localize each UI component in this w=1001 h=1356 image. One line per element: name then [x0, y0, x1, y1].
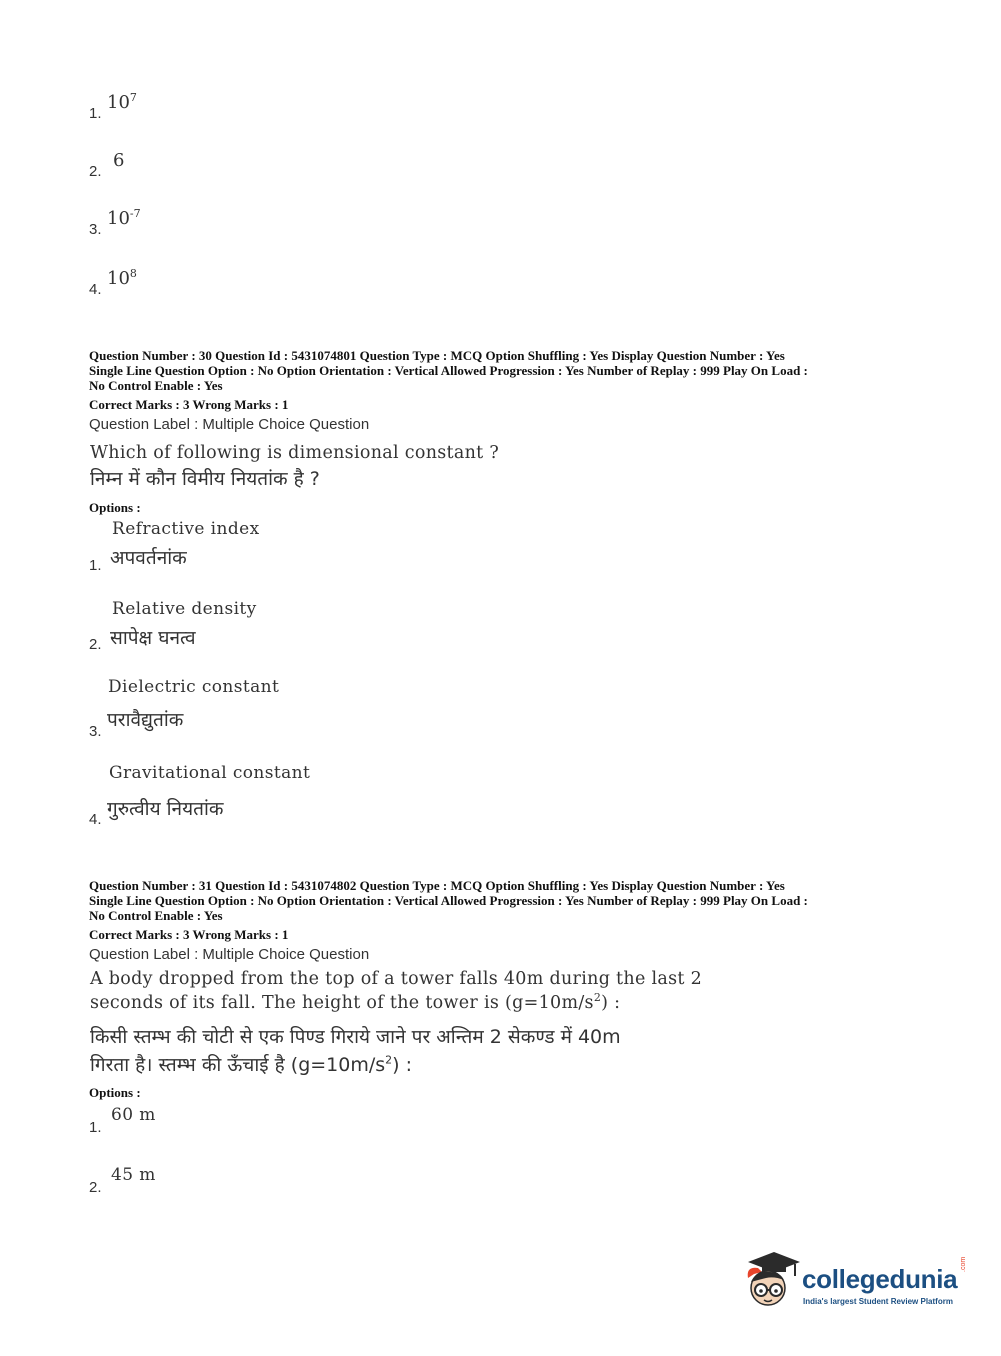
prev-option-2-base: 6	[113, 150, 125, 171]
q30-option-4-hindi: गुरुत्वीय नियतांक	[107, 798, 224, 820]
q31-label: Question Label : Multiple Choice Question	[89, 946, 370, 963]
q30-options-heading: Options :	[89, 500, 141, 515]
q30-text-english: Which of following is dimensional constant ?	[90, 443, 500, 463]
mascot-icon	[740, 1248, 800, 1314]
prev-option-4-exp: 8	[129, 267, 137, 280]
q31-meta-line-3: No Control Enable : Yes	[89, 908, 223, 923]
prev-option-2-value[interactable]	[113, 150, 124, 171]
q30-option-2-english: Relative density	[112, 599, 257, 619]
brand-name	[802, 1264, 957, 1295]
prev-option-1-base: 10	[107, 92, 130, 113]
q30-option-1-english: Refractive index	[112, 519, 260, 539]
q31-text-hindi-line-2-main: गिरता है। स्तम्भ की ऊँचाई है (g=10m/s	[90, 1054, 386, 1076]
prev-option-4-number: 4.	[89, 281, 102, 298]
prev-option-1-number: 1.	[89, 105, 102, 122]
collegedunia-logo[interactable]	[740, 1248, 970, 1318]
q30-meta-line-3: No Control Enable : Yes	[89, 378, 223, 393]
q31-text-english-line-2-exponent: 2	[593, 991, 602, 1005]
prev-option-3-exp: -7	[129, 207, 141, 220]
prev-option-3-base: 10	[107, 208, 130, 229]
prev-option-3-number: 3.	[89, 221, 102, 238]
prev-option-1-exp: 7	[129, 91, 137, 104]
q31-option-1-value: 60 m	[111, 1105, 156, 1125]
q31-text-hindi-line-1: किसी स्तम्भ की चोटी से एक पिण्ड गिराये जाने पर अन्तिम 2 सेकण्ड में 40m	[90, 1026, 621, 1048]
q30-option-1-number: 1.	[89, 557, 102, 574]
prev-option-4-base: 10	[107, 268, 130, 289]
prev-option-4-value[interactable]	[107, 268, 137, 289]
q31-meta	[89, 878, 919, 923]
prev-option-2-number: 2.	[89, 163, 102, 180]
prev-option-1-value[interactable]	[107, 92, 137, 113]
q31-text-english-line-2	[90, 991, 620, 1015]
q30-option-2-number: 2.	[89, 636, 102, 653]
q30-marks: Correct Marks : 3 Wrong Marks : 1	[89, 397, 289, 412]
q31-text-english-line-2-main: seconds of its fall. The height of the tower is (g=10m/s	[90, 993, 594, 1013]
q31-options-heading: Options :	[89, 1085, 141, 1100]
q31-option-2-number: 2.	[89, 1179, 102, 1196]
q30-label: Question Label : Multiple Choice Question	[89, 416, 370, 433]
brand-name-text: collegedunia	[802, 1264, 958, 1294]
brand-suffix: .com	[960, 1256, 967, 1272]
q31-text-english-line-2-tail: ) :	[601, 993, 621, 1013]
q30-meta-line-2: Single Line Question Option : No Option Orientation : Vertical Allowed Progression : Yes Number of Replay : 999 Play On Load :	[89, 363, 808, 378]
prev-option-3-value[interactable]	[107, 208, 141, 229]
q30-meta	[89, 348, 919, 393]
q31-text-hindi-line-2-tail: ) :	[392, 1054, 413, 1076]
q31-marks: Correct Marks : 3 Wrong Marks : 1	[89, 927, 289, 942]
q31-text-english-line-1: A body dropped from the top of a tower falls 40m during the last 2	[90, 969, 703, 989]
q31-text-hindi-line-2-exponent: 2	[385, 1053, 393, 1067]
q30-meta-line-1: Question Number : 30 Question Id : 5431074801 Question Type : MCQ Option Shuffling : Yes Display Question Number : Yes	[89, 348, 785, 363]
q31-meta-line-2: Single Line Question Option : No Option Orientation : Vertical Allowed Progression : Yes Number of Replay : 999 Play On Load :	[89, 893, 808, 908]
q30-option-3-english: Dielectric constant	[108, 677, 280, 697]
q31-meta-line-1: Question Number : 31 Question Id : 5431074802 Question Type : MCQ Option Shuffling : Yes Display Question Number : Yes	[89, 878, 785, 893]
q30-option-4-number: 4.	[89, 811, 102, 828]
q30-text-hindi: निम्न में कौन विमीय नियतांक है ?	[90, 468, 320, 490]
q30-option-4-english: Gravitational constant	[109, 763, 311, 783]
q30-option-2-hindi: सापेक्ष घनत्व	[110, 627, 196, 649]
q30-option-1-hindi: अपवर्तनांक	[110, 547, 187, 569]
q31-option-2-value: 45 m	[111, 1165, 156, 1185]
q31-text-hindi-line-2	[90, 1051, 412, 1080]
q31-option-1-number: 1.	[89, 1119, 102, 1136]
q30-option-3-number: 3.	[89, 723, 102, 740]
q30-option-3-hindi: परावैद्युतांक	[107, 709, 184, 731]
brand-tagline: India's largest Student Review Platform	[803, 1297, 953, 1306]
